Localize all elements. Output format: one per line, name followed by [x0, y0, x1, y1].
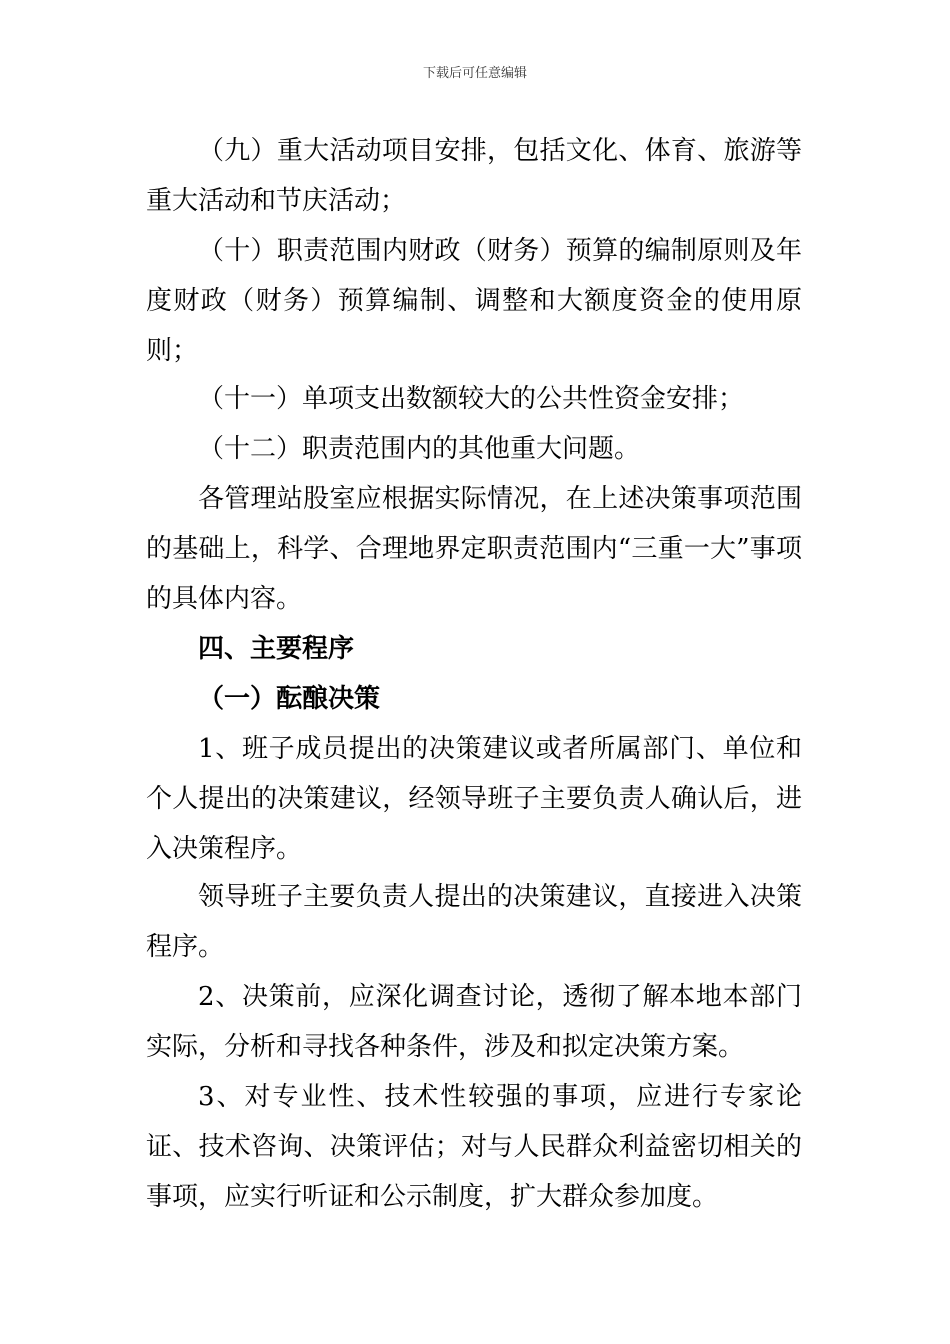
procedure-item-3: 3、对专业性、技术性较强的事项，应进行专家论证、技术咨询、决策评估；对与人民群众利益密切相关的事项，应实行听证和公示制度，扩大群众参加度。	[146, 1082, 802, 1212]
paragraph-item-11: （十一）单项支出数额较大的公共性资金安排；	[198, 384, 745, 414]
paragraph-item-10: （十）职责范围内财政（财务）预算的编制原则及年度财政（财务）预算编制、调整和大额度资金的使用原则；	[146, 236, 802, 366]
procedure-item-1-note: 领导班子主要负责人提出的决策建议，直接进入决策程序。	[146, 882, 802, 962]
paragraph-item-9: （九）重大活动项目安排，包括文化、体育、旅游等重大活动和节庆活动；	[146, 136, 802, 216]
page-header: 下载后可任意编辑	[422, 66, 527, 81]
paragraph-item-12: （十二）职责范围内的其他重大问题。	[198, 434, 641, 464]
procedure-item-2: 2、决策前，应深化调查讨论，透彻了解本地本部门实际，分析和寻找各种条件，涉及和拟定决策方案。	[146, 982, 802, 1062]
paragraph-scope-note: 各管理站股室应根据实际情况，在上述决策事项范围的基础上，科学、合理地界定职责范围内“三重一大”事项的具体内容。	[146, 484, 802, 614]
procedure-item-1: 1、班子成员提出的决策建议或者所属部门、单位和个人提出的决策建议，经领导班子主要负责人确认后，进入决策程序。	[146, 734, 802, 864]
section-heading: 四、主要程序	[198, 634, 355, 664]
subsection-heading: （一）酝酿决策	[198, 684, 381, 714]
